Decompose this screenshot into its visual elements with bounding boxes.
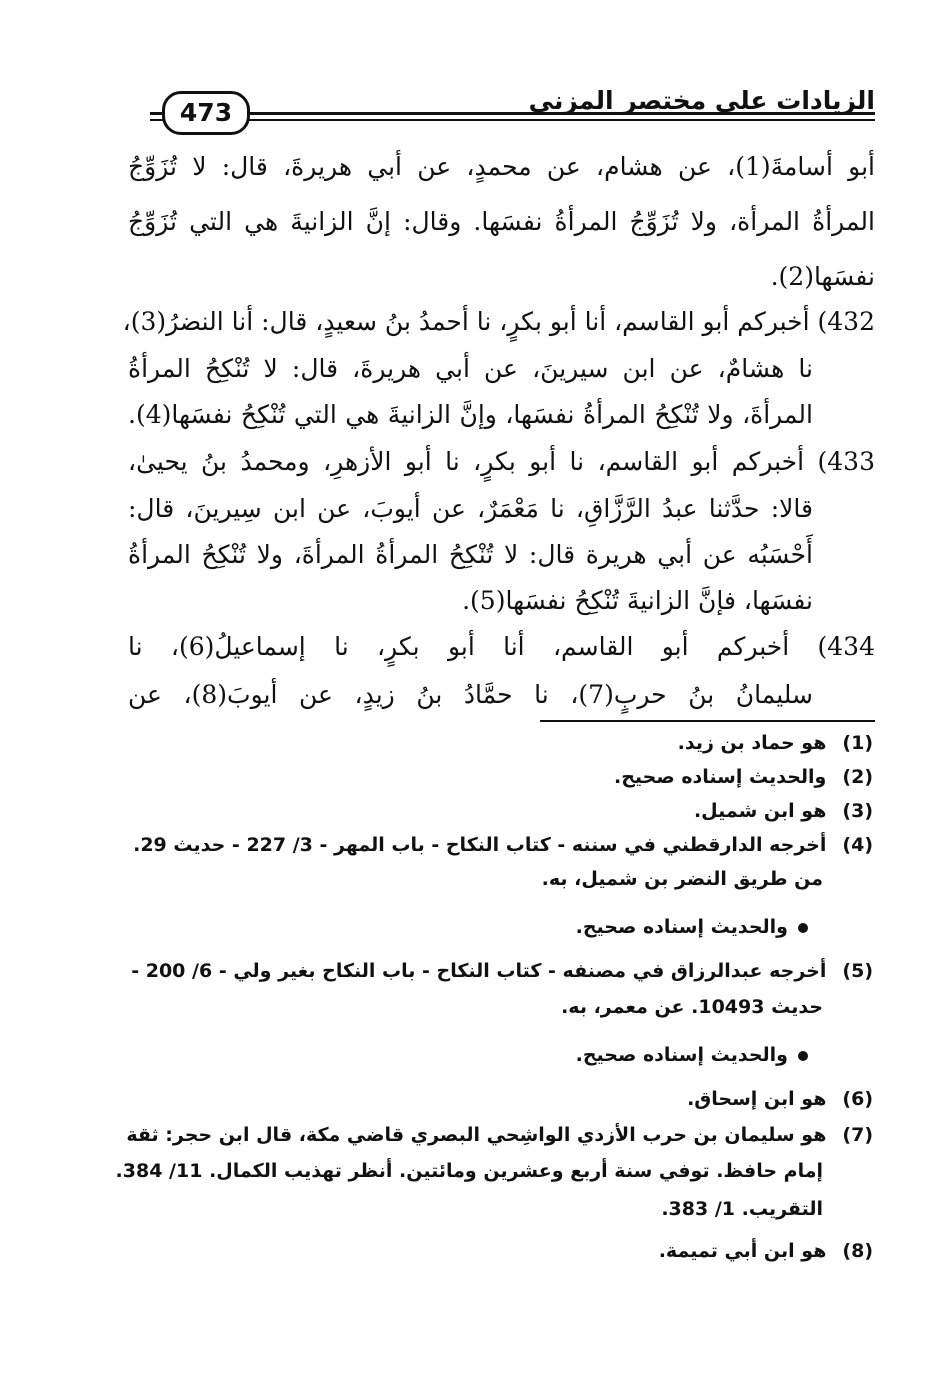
text-line: نا هشامٌ، عن ابن سيرينَ، عن أبي هريرةَ، قال: لا تُنْكِحُ المرأةُ bbox=[128, 354, 813, 383]
bullet-icon bbox=[798, 1051, 808, 1061]
footnote-text: هو ابن أبي تميمة. bbox=[658, 1240, 827, 1262]
text-line: نفسَها(2). bbox=[770, 262, 875, 291]
text-line: أبو أسامةَ(1)، عن هشام، عن محمدٍ، عن أبي هريرةَ، قال: لا تُزَوِّجُ bbox=[128, 152, 875, 181]
text-line: المرأةَ، ولا تُنْكِحُ المرأةُ نفسَها، وإنَّ الزانيةَ هي التي تُنْكِحُ نفسَها(4). bbox=[128, 400, 813, 429]
footnote-number: (3) bbox=[842, 800, 873, 822]
footnote-4 bbox=[128, 834, 873, 866]
text-line: أَحْسَبُه عن أبي هريرة قال: لا تُنْكِحُ المرأةُ المرأةَ، ولا تُنْكِحُ المرأةُ bbox=[128, 540, 813, 569]
hadith-434-line: 434) أخبركم أبو القاسم، أنا أبو بكرٍ، نا إسماعيلُ(6)، نا bbox=[128, 632, 875, 661]
page-number: 473 bbox=[162, 91, 250, 135]
footnote-text: هو حماد بن زيد. bbox=[677, 732, 827, 754]
footnote-5 bbox=[128, 960, 873, 992]
footnote-text: والحديث إسناده صحيح. bbox=[575, 1044, 788, 1066]
footnote-number: (1) bbox=[842, 732, 873, 754]
hadith-433-line: 433) أخبركم أبو القاسم، نا أبو بكرٍ، نا أبو الأزهرِ، ومحمدُ بنُ يحيىٰ، bbox=[128, 447, 875, 476]
footnote-7-cont: إمام حافظ. توفي سنة أربع وعشرين ومائتين. أنظر تهذيب الكمال. 11/ 384. bbox=[115, 1160, 823, 1182]
text-line: المرأةُ المرأة، ولا تُزَوِّجُ المرأةُ نفسَها. وقال: إنَّ الزانيةَ هي التي تُزَوِّجُ bbox=[128, 207, 875, 236]
footnote-number: (8) bbox=[842, 1240, 873, 1262]
footnote-2 bbox=[128, 766, 873, 798]
footnote-5-note bbox=[128, 1044, 873, 1076]
footnote-separator bbox=[540, 720, 875, 722]
running-title: الزيادات على مختصر المزني bbox=[528, 86, 875, 115]
bullet-icon bbox=[798, 923, 808, 933]
footnote-number: (7) bbox=[842, 1124, 873, 1146]
footnote-4-cont: من طريق النضر بن شميل، به. bbox=[541, 868, 823, 890]
footnote-number: (5) bbox=[842, 960, 873, 982]
hadith-432-line: 432) أخبركم أبو القاسم، أنا أبو بكرٍ، نا أحمدُ بنُ سعيدٍ، قال: أنا النضرُ(3)، bbox=[122, 307, 875, 336]
footnote-text: والحديث إسناده صحيح. bbox=[613, 766, 827, 788]
footnote-text: أخرجه الدارقطني في سننه - كتاب النكاح - باب المهر - 3/ 227 - حديث 29. bbox=[133, 834, 827, 856]
footnote-5-cont: حديث 10493. عن معمر، به. bbox=[561, 996, 823, 1018]
footnote-text: هو ابن إسحاق. bbox=[687, 1088, 827, 1110]
header-rule bbox=[230, 119, 875, 121]
footnote-8 bbox=[128, 1240, 873, 1272]
footnote-text: أخرجه عبدالرزاق في مصنفه - كتاب النكاح - باب النكاح بغير ولي - 6/ 200 - bbox=[131, 960, 827, 982]
footnote-7-cont: التقريب. 1/ 383. bbox=[661, 1198, 823, 1220]
text-line: سليمانُ بنُ حربٍ(7)، نا حمَّادُ بنُ زيدٍ، عن أيوبَ(8)، عن bbox=[128, 680, 813, 709]
footnote-text: هو ابن شميل. bbox=[693, 800, 827, 822]
footnote-number: (6) bbox=[842, 1088, 873, 1110]
footnote-number: (4) bbox=[842, 834, 873, 856]
footnote-6 bbox=[128, 1088, 873, 1120]
page-header bbox=[150, 82, 875, 132]
footnote-number: (2) bbox=[842, 766, 873, 788]
text-line: نفسَها، فإنَّ الزانيةَ تُنْكِحُ نفسَها(5). bbox=[462, 586, 813, 615]
footnote-text: والحديث إسناده صحيح. bbox=[575, 916, 788, 938]
footnote-4-note bbox=[128, 916, 873, 948]
footnote-7 bbox=[128, 1124, 873, 1156]
footnote-1 bbox=[128, 732, 873, 764]
text-line: قالا: حدَّثنا عبدُ الرَّزَّاقِ، نا مَعْمَرٌ، عن أيوبَ، عن ابن سِيرينَ، قال: bbox=[128, 494, 813, 523]
footnote-3 bbox=[128, 800, 873, 832]
footnote-text: هو سليمان بن حرب الأزدي الواشِحي البصري قاضي مكة، قال ابن حجر: ثقة bbox=[126, 1124, 827, 1146]
